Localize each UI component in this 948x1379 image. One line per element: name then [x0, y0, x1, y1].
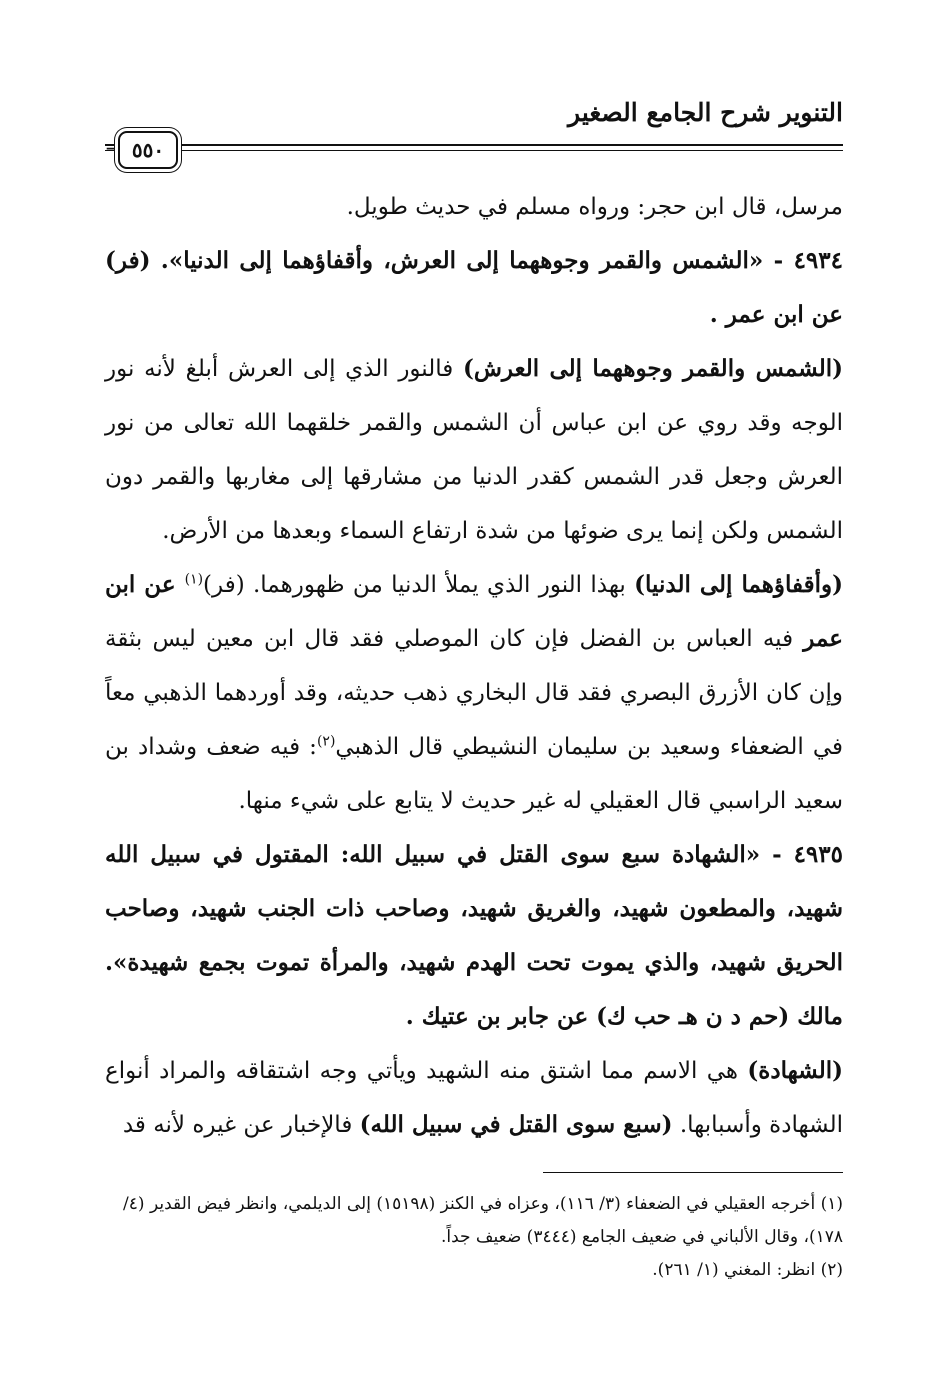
paragraph-commentary-4935 — [105, 1044, 843, 1152]
header-rule — [105, 144, 843, 146]
commentary-text: هي الاسم مما اشتق منه الشهيد ويأتي وجه اشتقاقه والمراد أنواع الشهادة وأسبابها. — [105, 1058, 843, 1138]
paragraph-commentary-4934-a — [105, 342, 843, 558]
paragraph-commentary-4934-b — [105, 558, 843, 828]
footnote-ref-2: (٢) — [316, 733, 336, 750]
footnote-ref-1: (١) — [184, 571, 204, 588]
lemma: (الشهادة) — [747, 1057, 843, 1084]
hadith-4934: ٤٩٣٤ - «الشمس والقمر وجوههما إلى العرش، وأقفاؤهما إلى الدنيا». (فر) عن ابن عمر . — [105, 247, 843, 328]
commentary-text: فالنور الذي إلى العرش أبلغ لأنه نور الوجه وقد روي عن ابن عباس أن الشمس والقمر خلقهما الله تعالى من نور العرش وجعل قدر الشمس كقدر الدنيا من مشارقها إلى مغاربها والقمر دون الشمس ولكن إنما يرى ضوئها من شدة ارتفاع السماء وبعدها من الأرض. — [105, 356, 843, 544]
commentary-text: فيه العباس بن الفضل فإن كان الموصلي فقد قال ابن معين ليس بثقة وإن كان الأزرق البصري فقد قال البخاري ذهب حديثه، وقد أوردهما الذهبي معاً في الضعفاء وسعيد بن سليمان النشيطي قال الذهبي — [105, 626, 843, 760]
main-text — [105, 180, 843, 1152]
footnotes — [105, 1188, 843, 1287]
header-rule-thin — [105, 150, 843, 151]
lemma: (الشمس والقمر وجوههما إلى العرش) — [462, 355, 843, 382]
running-title: التنوير شرح الجامع الصغير — [568, 98, 843, 127]
page-number: ٥٥٠ — [118, 131, 178, 169]
commentary-text: : فيه ضعف وشداد بن سعيد الراسبي قال العقيلي له غير حديث لا يتابع على شيء منها. — [105, 734, 843, 814]
paragraph-1: مرسل، قال ابن حجر: ورواه مسلم في حديث طويل. — [346, 194, 843, 220]
footnote-separator — [543, 1172, 843, 1173]
lemma: عن ابن عمر — [105, 571, 843, 652]
lemma: (سبع سوى القتل في سبيل الله) — [359, 1111, 673, 1138]
footnote-2: (٢) انظر: المغني (١/ ٢٦١). — [652, 1260, 843, 1280]
footnote-1: (١) أخرجه العقيلي في الضعفاء (٣/ ١١٦)، وعزاه في الكنز (١٥١٩٨) إلى الديلمي، وانظر فيض القدير (٤/ ١٧٨)، وقال الألباني في ضعيف الجامع (٣٤٤٤) ضعيف جداً. — [123, 1194, 843, 1247]
hadith-4935: ٤٩٣٥ - «الشهادة سبع سوى القتل في سبيل الله: المقتول في سبيل الله شهيد، والمطعون شهيد، والغريق شهيد، وصاحب ذات الجنب شهيد، وصاحب الحريق شهيد، والذي يموت تحت الهدم شهيد، والمرأة تموت بجمع شهيدة». مالك (حم د ن هـ حب ك) عن جابر بن عتيك . — [105, 841, 843, 1030]
commentary-text: بهذا النور الذي يملأ الدنيا من ظهورهما. (فر) — [203, 572, 635, 598]
commentary-text: فالإخبار عن غيره لأنه قد — [122, 1112, 360, 1138]
header-rule-cap: = — [105, 137, 119, 156]
lemma: (وأقفاؤهما إلى الدنيا) — [634, 571, 844, 598]
